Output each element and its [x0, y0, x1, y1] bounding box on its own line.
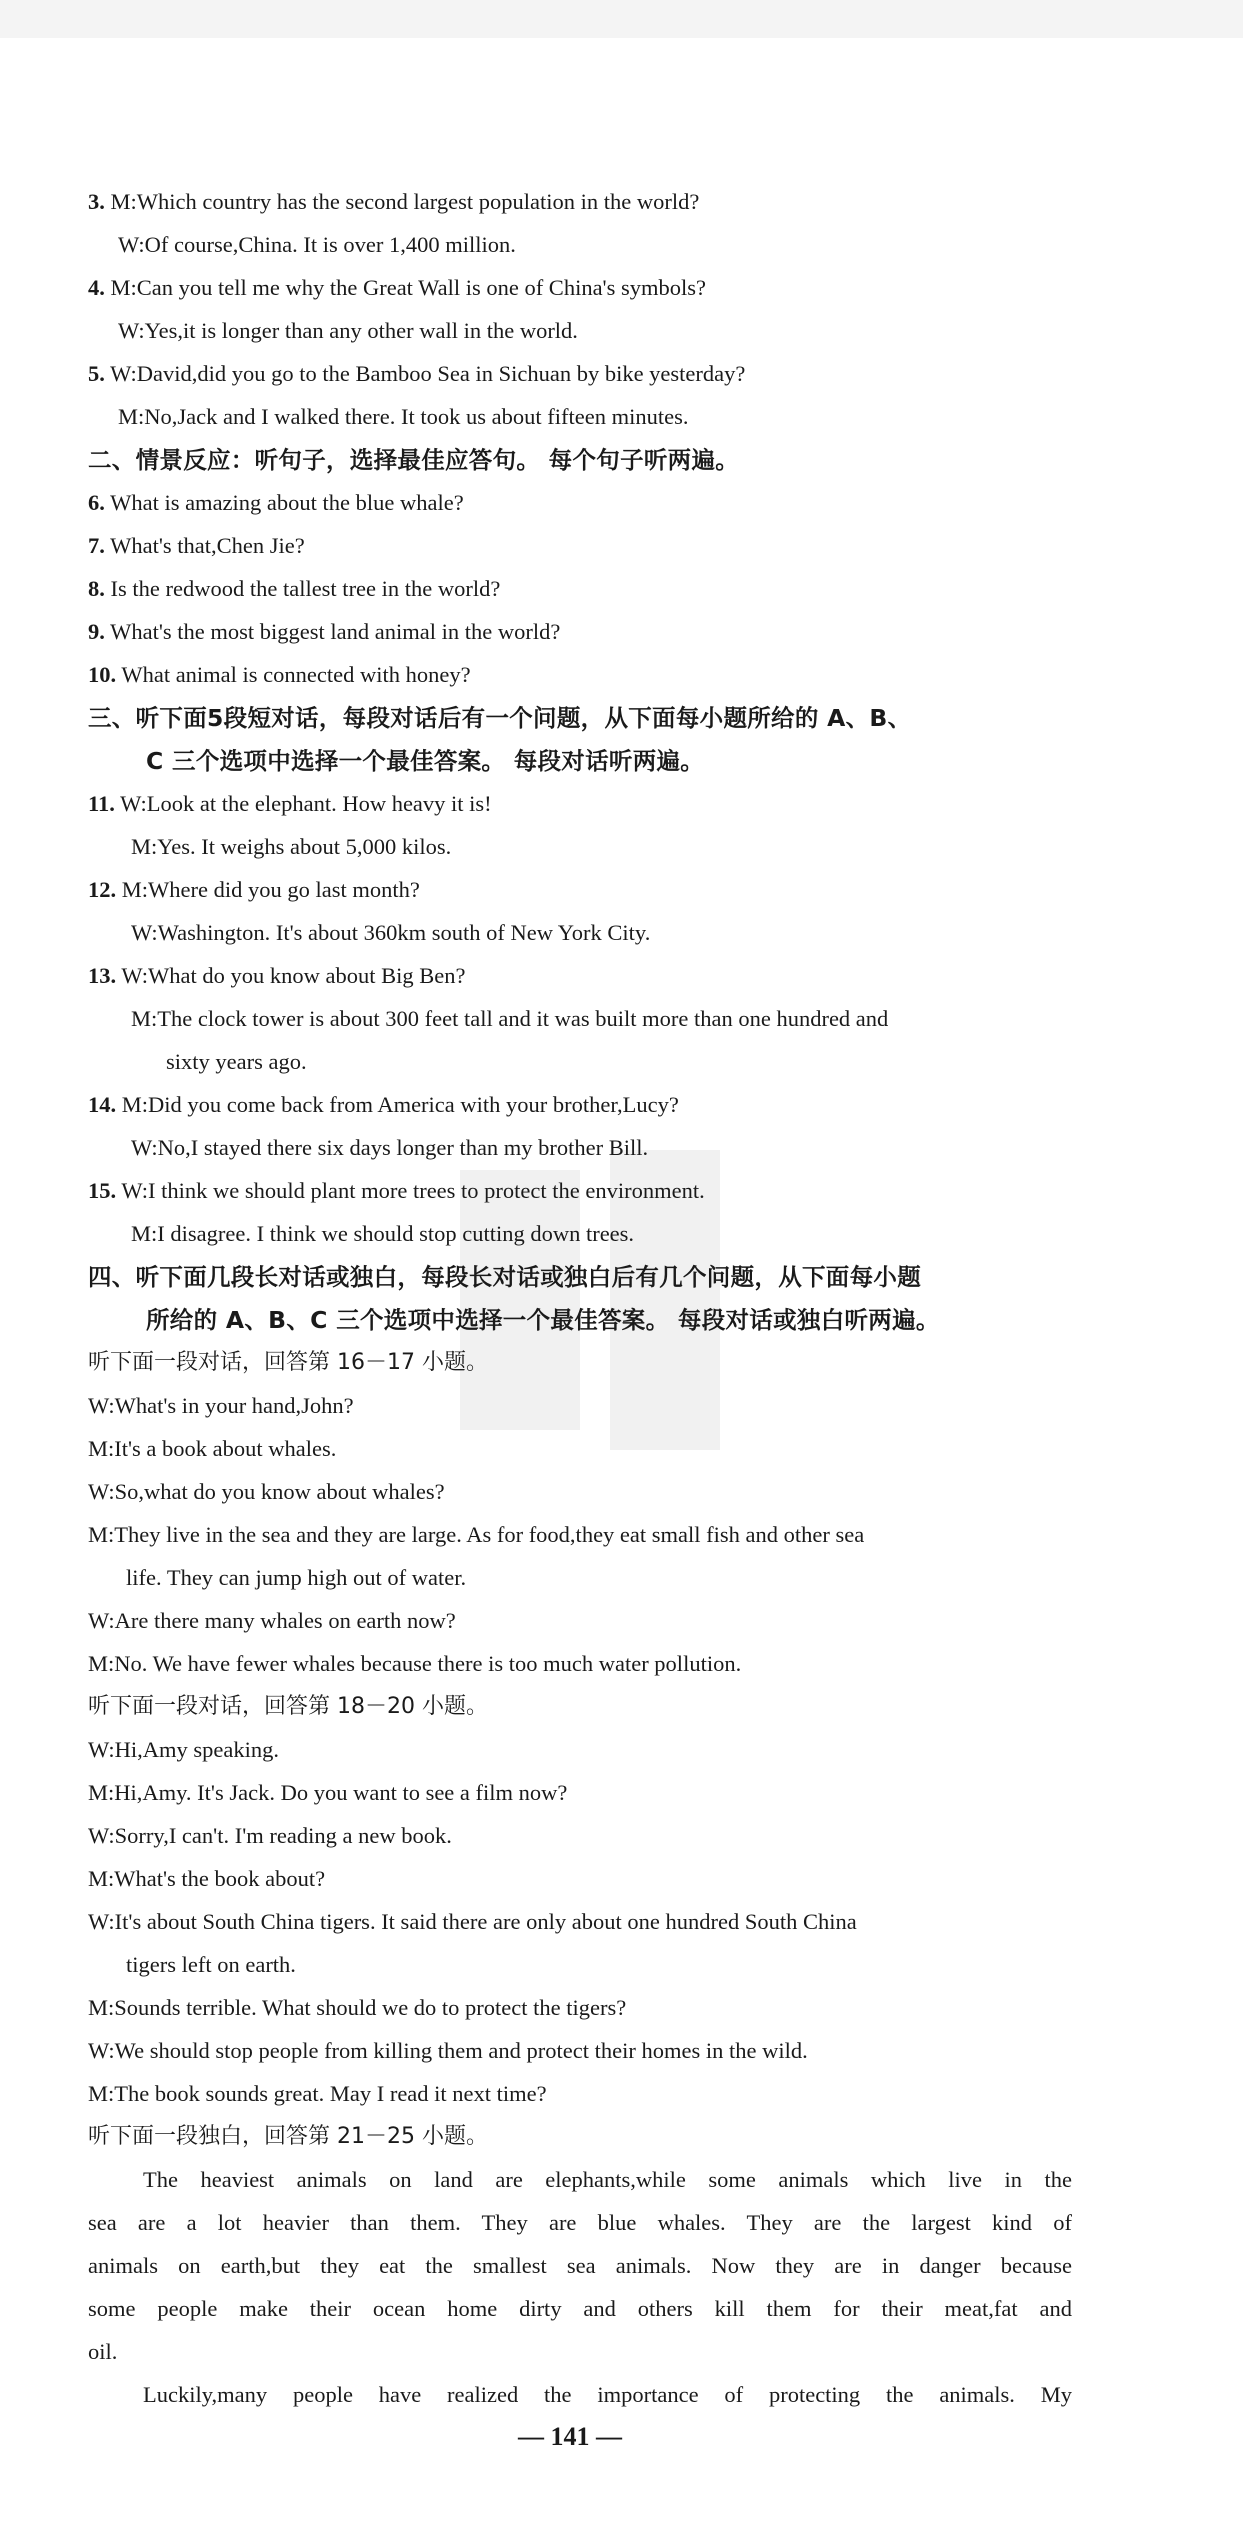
dialogue-text: W:Look at the elephant. How heavy it is!	[120, 791, 492, 816]
sentence-text: What's that,Chen Jie?	[110, 533, 305, 558]
question-number: 15.	[88, 1178, 117, 1203]
dialogue-text: W:What do you know about Big Ben?	[121, 963, 466, 988]
dialogue-continuation: life. They can jump high out of water.	[126, 1565, 467, 1590]
q3-line	[88, 187, 699, 217]
dialogue-line: M:Sounds terrible. What should we do to protect the tigers?	[88, 1995, 627, 2020]
q13-answer-line: M:The clock tower is about 300 feet tall and it was built more than one hundred and	[131, 1006, 889, 1031]
q14-line	[88, 1090, 679, 1120]
section-4-heading-line2: 所给的 A、B、C 三个选项中选择一个最佳答案。 每段对话或独白听两遍。	[146, 1306, 940, 1334]
dialogue-line: W:What's in your hand,John?	[88, 1393, 354, 1418]
dialogue-continuation: tigers left on earth.	[126, 1952, 296, 1977]
dialogue-line: W:Hi,Amy speaking.	[88, 1737, 280, 1762]
dialogue-text: W:I think we should plant more trees to protect the environment.	[121, 1178, 705, 1203]
dialogue-line: W:It's about South China tigers. It said there are only about one hundred South China	[88, 1909, 857, 1934]
dialogue-line: M:The book sounds great. May I read it next time?	[88, 2081, 547, 2106]
instruction-18-20: 听下面一段对话，回答第 18－20 小题。	[88, 1694, 488, 1719]
q3-answer-line: W:Of course,China. It is over 1,400 million.	[118, 232, 516, 257]
instruction-21-25: 听下面一段独白，回答第 21－25 小题。	[88, 2124, 488, 2149]
sentence-text: What's the most biggest land animal in the world?	[110, 619, 561, 644]
q4-answer-line: W:Yes,it is longer than any other wall in the world.	[118, 318, 578, 343]
question-number: 5.	[88, 361, 105, 386]
dialogue-line: M:It's a book about whales.	[88, 1436, 337, 1461]
question-number: 13.	[88, 963, 117, 988]
scan-top-edge	[0, 0, 1243, 38]
q12-line	[88, 875, 420, 905]
question-number: 3.	[88, 189, 105, 214]
question-number: 6.	[88, 490, 105, 515]
section-3-heading-line1: 三、听下面5段短对话，每段对话后有一个问题，从下面每小题所给的 A、B、	[88, 704, 912, 732]
question-number: 8.	[88, 576, 105, 601]
dialogue-line: M:What's the book about?	[88, 1866, 326, 1891]
sentence-text: What is amazing about the blue whale?	[110, 490, 464, 515]
q11-answer-line: M:Yes. It weighs about 5,000 kilos.	[131, 834, 452, 859]
q15-line	[88, 1176, 705, 1206]
section-3-heading-line2: C 三个选项中选择一个最佳答案。 每段对话听两遍。	[146, 747, 705, 775]
q7-line	[88, 531, 305, 561]
page-number: — 141 —	[518, 2422, 622, 2451]
monologue-paragraph-line: The heaviest animals on land are elephants,while some animals which live in the	[143, 2167, 1072, 2192]
instruction-16-17: 听下面一段对话，回答第 16－17 小题。	[88, 1350, 488, 1375]
dialogue-line: W:Sorry,I can't. I'm reading a new book.	[88, 1823, 452, 1848]
dialogue-text: M:Which country has the second largest population in the world?	[110, 189, 700, 214]
q10-line	[88, 660, 471, 690]
q8-line	[88, 574, 500, 604]
question-number: 11.	[88, 791, 115, 816]
monologue-paragraph-line: some people make their ocean home dirty and others kill them for their meat,fat and	[88, 2296, 1072, 2321]
q6-line	[88, 488, 464, 518]
monologue-paragraph-line: animals on earth,but they eat the smallest sea animals. Now they are in danger because	[88, 2253, 1072, 2278]
question-number: 14.	[88, 1092, 117, 1117]
q5-line	[88, 359, 745, 389]
q13-line	[88, 961, 465, 991]
monologue-paragraph-line: Luckily,many people have realized the importance of protecting the animals. My	[143, 2382, 1072, 2407]
sentence-text: Is the redwood the tallest tree in the world?	[110, 576, 501, 601]
section-4-heading-line1: 四、听下面几段长对话或独白，每段长对话或独白后有几个问题，从下面每小题	[88, 1263, 921, 1291]
dialogue-line: W:Are there many whales on earth now?	[88, 1608, 456, 1633]
question-number: 12.	[88, 877, 117, 902]
dialogue-text: W:David,did you go to the Bamboo Sea in Sichuan by bike yesterday?	[110, 361, 746, 386]
dialogue-text: M:Did you come back from America with your brother,Lucy?	[121, 1092, 679, 1117]
q14-answer-line: W:No,I stayed there six days longer than my brother Bill.	[131, 1135, 649, 1160]
question-number: 4.	[88, 275, 105, 300]
monologue-paragraph-line: sea are a lot heavier than them. They are blue whales. They are the largest kind of	[88, 2210, 1072, 2235]
question-number: 10.	[88, 662, 117, 687]
dialogue-text: M:Can you tell me why the Great Wall is one of China's symbols?	[110, 275, 706, 300]
sentence-text: What animal is connected with honey?	[121, 662, 471, 687]
q9-line	[88, 617, 560, 647]
question-number: 7.	[88, 533, 105, 558]
monologue-paragraph-line: oil.	[88, 2339, 118, 2364]
q11-line	[88, 789, 492, 819]
q12-answer-line: W:Washington. It's about 360km south of New York City.	[131, 920, 651, 945]
dialogue-line: W:So,what do you know about whales?	[88, 1479, 445, 1504]
dialogue-line: M:No. We have fewer whales because there is too much water pollution.	[88, 1651, 742, 1676]
question-number: 9.	[88, 619, 105, 644]
dialogue-line: M:Hi,Amy. It's Jack. Do you want to see a film now?	[88, 1780, 568, 1805]
q15-answer-line: M:I disagree. I think we should stop cutting down trees.	[131, 1221, 635, 1246]
dialogue-line: M:They live in the sea and they are large. As for food,they eat small fish and other sea	[88, 1522, 865, 1547]
section-2-heading: 二、情景反应：听句子，选择最佳应答句。 每个句子听两遍。	[88, 446, 740, 474]
q5-answer-line: M:No,Jack and I walked there. It took us about fifteen minutes.	[118, 404, 689, 429]
q4-line	[88, 273, 706, 303]
dialogue-text: M:Where did you go last month?	[121, 877, 420, 902]
dialogue-line: W:We should stop people from killing them and protect their homes in the wild.	[88, 2038, 808, 2063]
q13-answer-continuation: sixty years ago.	[166, 1049, 307, 1074]
